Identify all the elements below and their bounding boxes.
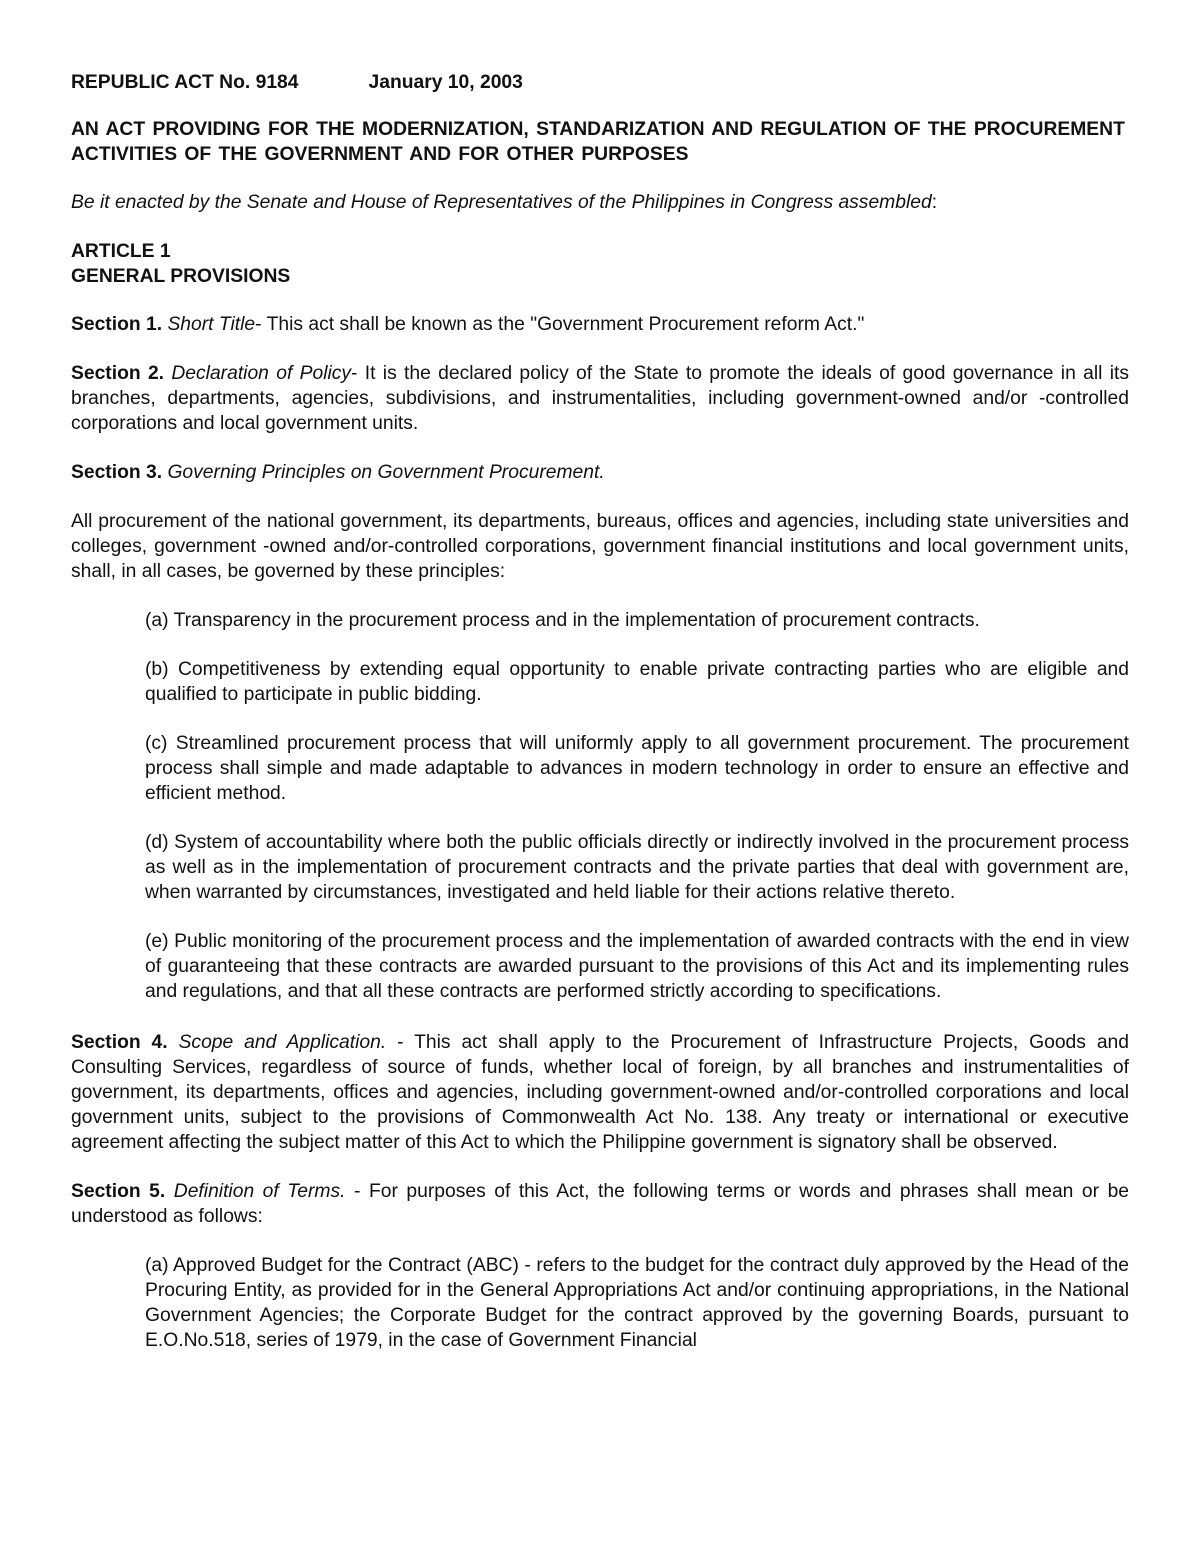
act-number: REPUBLIC ACT No. 9184 <box>71 72 299 93</box>
section-4-heading: Scope and Application. <box>178 1032 387 1053</box>
section-3-item-d: (d) System of accountability where both the public officials directly or indirectly involved in the procurement process as well as in the implementation of procurement contracts and the private parties that deal with government are, when warranted by circumstances, investigated and held liable for their actions relative thereto. <box>145 832 1129 903</box>
section-5-label: Section 5. <box>71 1181 166 1202</box>
article-number: ARTICLE 1 <box>71 241 171 262</box>
section-5-heading: Definition of Terms. <box>173 1181 346 1202</box>
section-3-heading: Governing Principles on Government Procurement. <box>167 462 605 483</box>
section-1 <box>71 312 1129 337</box>
section-4 <box>71 1030 1129 1155</box>
section-3 <box>71 460 1129 485</box>
document-page <box>71 70 1129 1353</box>
section-2-text: - It is the declared policy of the State to promote the ideals of good governance in all its branches, departments, agencies, subdivisions, and instrumentalities, including government-owned and/or -controlled corporations and local government units. <box>71 363 1130 434</box>
act-title: AN ACT PROVIDING FOR THE MODERNIZATION, STANDARIZATION AND REGULATION OF THE PROCUREMENT ACTIVITIES OF THE GOVERNMENT AND FOR OTHER PURPOSES <box>71 119 1125 165</box>
enacting-clause-text: Be it enacted by the Senate and House of Representatives of the Philippines in Congress assembled <box>71 192 932 213</box>
act-date: January 10, 2003 <box>368 72 523 93</box>
section-2 <box>71 361 1129 436</box>
section-3-item-c: (c) Streamlined procurement process that will uniformly apply to all government procurement. The procurement process shall simple and made adaptable to advances in modern technology in order to ensure an effective and efficient method. <box>145 733 1129 804</box>
section-3-item-a: (a) Transparency in the procurement process and in the implementation of procurement contracts. <box>145 610 980 631</box>
section-4-label: Section 4. <box>71 1032 168 1053</box>
section-3-item-e: (e) Public monitoring of the procurement process and the implementation of awarded contracts with the end in view of guaranteeing that these contracts are awarded pursuant to the provisions of this Act and its implementing rules and regulations, and that all these contracts are performed strictly according to specifications. <box>145 931 1129 1002</box>
enacting-clause-colon: : <box>931 192 938 213</box>
section-5-text: - For purposes of this Act, the following terms or words and phrases shall mean or be understood as follows: <box>71 1181 1130 1227</box>
section-5 <box>71 1179 1129 1229</box>
section-1-text: - This act shall be known as the "Government Procurement reform Act." <box>255 314 865 335</box>
article-heading <box>71 239 1129 289</box>
act-header <box>71 70 1129 95</box>
section-4-text: - This act shall apply to the Procurement of Infrastructure Projects, Goods and Consulting Services, regardless of source of funds, whether local of foreign, by all branches and instrumentalities of government, its departments, offices and agencies, including government-owned and/or-controlled corporations and local government units, subject to the provisions of Commonwealth Act No. 138. Any treaty or international or executive agreement affecting the subject matter of this Act to which the Philippine government is signatory shall be observed. <box>71 1032 1129 1153</box>
section-1-label: Section 1. <box>71 314 163 335</box>
article-name: GENERAL PROVISIONS <box>71 266 291 287</box>
section-5-item-a: (a) Approved Budget for the Contract (ABC) - refers to the budget for the contract duly approved by the Head of the Procuring Entity, as provided for in the General Appropriations Act and/or continuing appropriations, in the National Government Agencies; the Corporate Budget for the contract approved by the governing Boards, pursuant to E.O.No.518, series of 1979, in the case of Government Financial <box>145 1255 1129 1351</box>
section-2-heading: Declaration of Policy <box>171 363 352 384</box>
enacting-clause <box>71 190 1129 215</box>
section-2-label: Section 2. <box>71 363 165 384</box>
section-3-label: Section 3. <box>71 462 163 483</box>
section-3-item-b: (b) Competitiveness by extending equal opportunity to enable private contracting parties who are eligible and qualified to participate in public bidding. <box>145 659 1129 705</box>
section-3-intro: All procurement of the national government, its departments, bureaus, offices and agencies, including state universities and colleges, government -owned and/or-controlled corporations, government financial institutions and local government units, shall, in all cases, be governed by these principles: <box>71 511 1129 582</box>
section-1-heading: Short Title <box>167 314 256 335</box>
